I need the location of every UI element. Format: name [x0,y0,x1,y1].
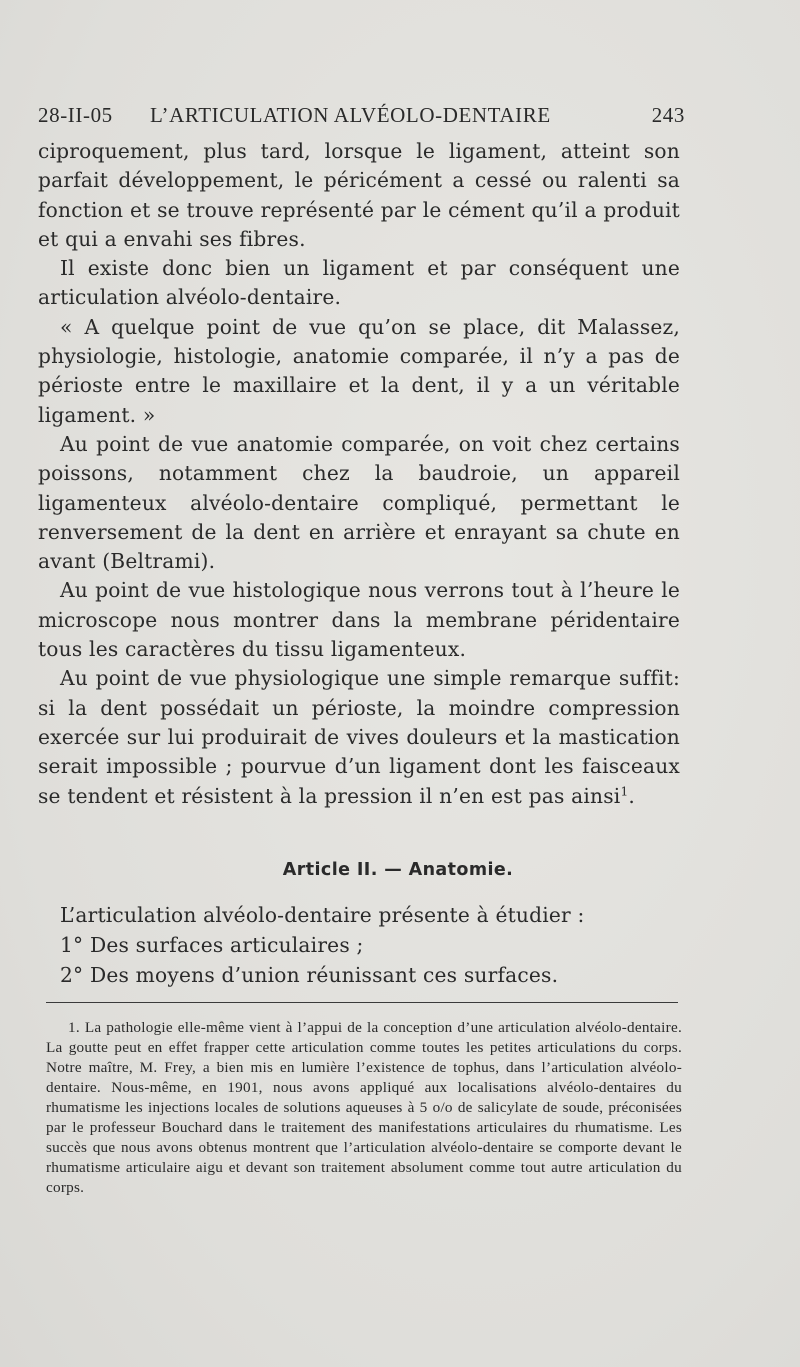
footnote-text: 1. La pathologie elle-même vient à l’appui de la conception d’une articulation alvéolo-dentaire. La goutte peut en effet frapper cette articulation comme toutes les petites articulations du corps. Notre maître, M. Frey, a bien mis en lumière l’existence de tophus, dans l’articulation alvéolo-dentaire. Nous-même, en 1901, nous avons appliqué aux localisations alvéolo-dentaires du rhumatisme les injections locales de solutions aqueuses à 5 o/o de salicylate de soude, préconisées par le professeur Bouchard dans le traitement des manifestations articulaires du rhumatisme. Les succès que nous avons obtenus montrent que l’articulation alvéolo-dentaire se comporte devant le rhumatisme articulaire aigu et devant son traitement absolument comme tout autre articulation du corps. [46,1019,682,1196]
paragraph-6-end: . [628,783,635,808]
page-number: 243 [651,103,685,127]
header-title: L’ARTICULATION ALVÉOLO-DENTAIRE [150,103,551,127]
paragraph-4: Au point de vue anatomie comparée, on voit chez certains poissons, notamment chez la baudroie, un appareil ligamenteux alvéolo-dentaire compliqué, permettant le renversement de la dent en arrière et enrayant sa chute en avant (Beltrami). [38,431,680,574]
paragraph-5: Au point de vue histologique nous verrons tout à l’heure le microscope nous montrer dans la membrane péridentaire tous les caractères du tissu ligamenteux. [38,578,680,662]
paragraph-3: « A quelque point de vue qu’on se place, dit Malassez, physiologie, histologie, anatomie comparée, il n’y a pas de périoste entre le maxillaire et la dent, il y a un véritable ligament. » [38,314,680,427]
article-intro [60,900,700,990]
footnote-separator [46,1002,678,1003]
header-date: 28-II-05 [38,103,113,127]
paragraph-6 [38,664,680,810]
intro-lead: L’articulation alvéolo-dentaire présente à étudier : [60,903,585,927]
article-heading-text: Article II. — Anatomie. [282,860,514,880]
paragraph-1: ciproquement, plus tard, lorsque le ligament, atteint son parfait développement, le péricément a cessé ou ralenti sa fonction et se trouve représenté par le cément qu’il a produit et qui a envahi ses fibres. [38,139,680,251]
intro-item-1: 1° Des surfaces articulaires ; [60,933,364,957]
footnote [46,1018,682,1198]
footnote-reference: 1 [620,783,629,798]
paragraph-6-text: Au point de vue physiologique une simple remarque suffit: si la dent possédait un périoste, la moindre compression exercée sur lui produirait de vives douleurs et la mastication serait impossible ; pourvue d’un ligament dont les faisceaux se tendent et résistent à la pression il n’en est pas ainsi [38,666,680,808]
paragraph-2: Il existe donc bien un ligament et par conséquent une articulation alvéolo-dentaire. [38,256,680,310]
intro-item-2: 2° Des moyens d’union réunissant ces surfaces. [60,963,559,987]
running-header [38,103,685,131]
main-text [38,137,680,811]
article-heading [0,860,800,880]
